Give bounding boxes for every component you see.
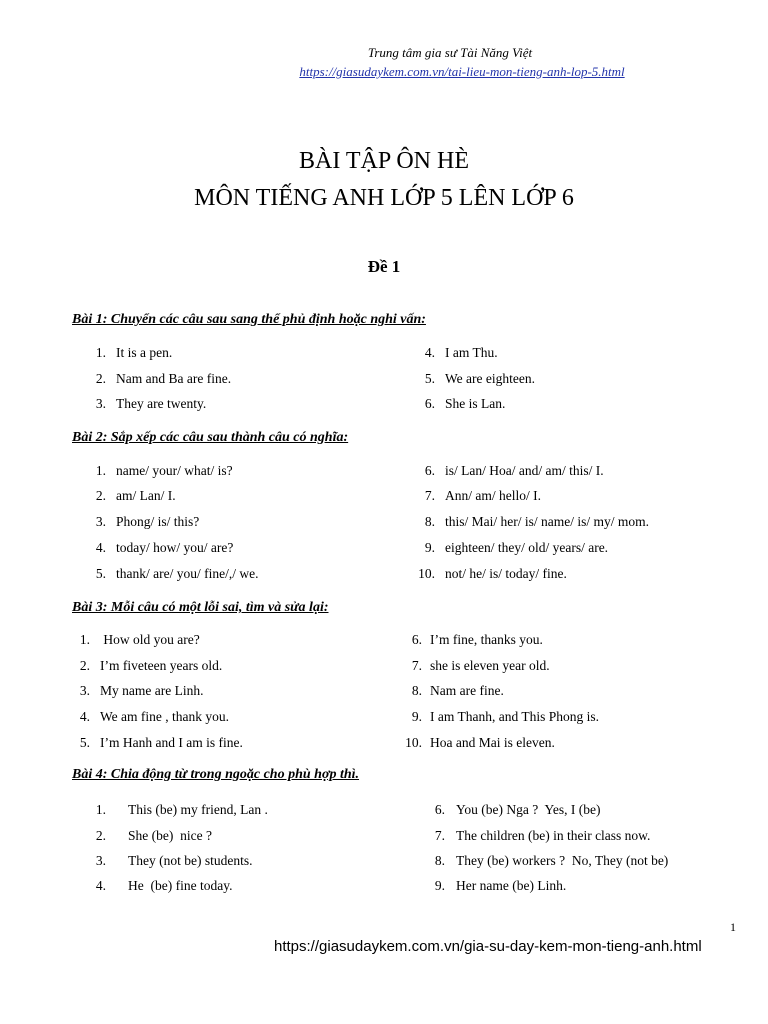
question-number: 5. bbox=[424, 371, 435, 386]
question-text: is/ Lan/ Hoa/ and/ am/ this/ I. bbox=[445, 463, 604, 478]
page-number: 1 bbox=[730, 920, 736, 934]
footer-link[interactable]: https://giasudaykem.com.vn/gia-su-day-kem-mon-tieng-anh.html bbox=[274, 938, 702, 955]
question-text: He (be) fine today. bbox=[128, 878, 233, 893]
question-text: It is a pen. bbox=[116, 345, 173, 360]
question-number: 8. bbox=[411, 683, 422, 698]
question-number: 4. bbox=[424, 345, 435, 360]
question-text: My name are Linh. bbox=[100, 683, 204, 698]
question-number: 2. bbox=[95, 828, 106, 843]
section-heading: Bài 4: Chia động từ trong ngoặc cho phù hợp thì. bbox=[72, 767, 360, 782]
question-number: 8. bbox=[424, 514, 435, 529]
question-number: 2. bbox=[95, 371, 106, 386]
question-text: she is eleven year old. bbox=[430, 658, 550, 673]
question-text: am/ Lan/ I. bbox=[116, 488, 176, 503]
question-text: I am Thu. bbox=[445, 345, 498, 360]
question-number: 6. bbox=[424, 396, 435, 411]
question-text: Phong/ is/ this? bbox=[116, 514, 200, 529]
question-number: 7. bbox=[434, 828, 445, 843]
question-number: 9. bbox=[411, 709, 422, 724]
question-text: thank/ are/ you/ fine/,/ we. bbox=[116, 566, 259, 581]
question-text: We are eighteen. bbox=[445, 371, 535, 386]
question-text: Nam are fine. bbox=[430, 683, 504, 698]
question-number: 10. bbox=[405, 735, 422, 750]
question-text: Ann/ am/ hello/ I. bbox=[445, 488, 541, 503]
question-number: 7. bbox=[411, 658, 422, 673]
question-number: 4. bbox=[79, 709, 90, 724]
question-text: I’m fiveteen years old. bbox=[100, 658, 223, 673]
question-text: not/ he/ is/ today/ fine. bbox=[445, 566, 567, 581]
question-number: 3. bbox=[95, 396, 106, 411]
question-text: Nam and Ba are fine. bbox=[116, 371, 232, 386]
question-number: 10. bbox=[418, 566, 435, 581]
question-number: 5. bbox=[95, 566, 106, 581]
question-text: The children (be) in their class now. bbox=[456, 828, 651, 843]
document-subtitle: MÔN TIẾNG ANH LỚP 5 LÊN LỚP 6 bbox=[194, 185, 574, 211]
question-text: I’m fine, thanks you. bbox=[430, 632, 543, 647]
question-text: You (be) Nga ? Yes, I (be) bbox=[456, 802, 601, 817]
question-number: 6. bbox=[411, 632, 422, 647]
question-text: She (be) nice ? bbox=[128, 828, 212, 843]
question-number: 9. bbox=[434, 878, 445, 893]
question-text: this/ Mai/ her/ is/ name/ is/ my/ mom. bbox=[445, 514, 649, 529]
section-heading: Bài 2: Sắp xếp các câu sau thành câu có nghĩa: bbox=[72, 430, 349, 445]
question-text: Hoa and Mai is eleven. bbox=[430, 735, 555, 750]
header-center-name: Trung tâm gia sư Tài Năng Việt bbox=[367, 45, 533, 60]
question-number: 6. bbox=[424, 463, 435, 478]
question-text: eighteen/ they/ old/ years/ are. bbox=[445, 540, 609, 555]
question-number: 1. bbox=[95, 802, 106, 817]
question-text: We am fine , thank you. bbox=[100, 709, 230, 724]
document-title: BÀI TẬP ÔN HÈ bbox=[298, 148, 469, 174]
question-text: She is Lan. bbox=[445, 396, 506, 411]
question-number: 2. bbox=[79, 658, 90, 673]
question-number: 4. bbox=[95, 878, 106, 893]
question-number: 6. bbox=[434, 802, 445, 817]
header-link[interactable]: https://giasudaykem.com.vn/tai-lieu-mon-tieng-anh-lop-5.html bbox=[299, 64, 625, 79]
question-number: 1. bbox=[79, 632, 90, 647]
question-text: today/ how/ you/ are? bbox=[116, 540, 234, 555]
question-number: 1. bbox=[95, 463, 106, 478]
question-text: They (be) workers ? No, They (not be) bbox=[456, 853, 669, 868]
question-text: name/ your/ what/ is? bbox=[116, 463, 233, 478]
question-text: I’m Hanh and I am is fine. bbox=[100, 735, 243, 750]
section-heading: Bài 1: Chuyển các câu sau sang thể phủ định hoặc nghi vấn: bbox=[72, 312, 426, 327]
question-number: 3. bbox=[95, 853, 106, 868]
question-number: 5. bbox=[79, 735, 90, 750]
question-number: 8. bbox=[434, 853, 445, 868]
question-text: They (not be) students. bbox=[128, 853, 253, 868]
exam-number: Đề 1 bbox=[367, 257, 401, 276]
question-number: 2. bbox=[95, 488, 106, 503]
question-text: They are twenty. bbox=[116, 396, 207, 411]
question-text: How old you are? bbox=[100, 632, 200, 647]
question-text: This (be) my friend, Lan . bbox=[128, 802, 268, 817]
question-number: 4. bbox=[95, 540, 106, 555]
question-number: 7. bbox=[424, 488, 435, 503]
question-text: Her name (be) Linh. bbox=[456, 878, 567, 893]
question-number: 9. bbox=[424, 540, 435, 555]
question-number: 3. bbox=[79, 683, 90, 698]
question-text: I am Thanh, and This Phong is. bbox=[430, 709, 599, 724]
section-heading: Bài 3: Mỗi câu có một lỗi sai, tìm và sửa lại: bbox=[72, 600, 329, 615]
question-number: 3. bbox=[95, 514, 106, 529]
question-number: 1. bbox=[95, 345, 106, 360]
